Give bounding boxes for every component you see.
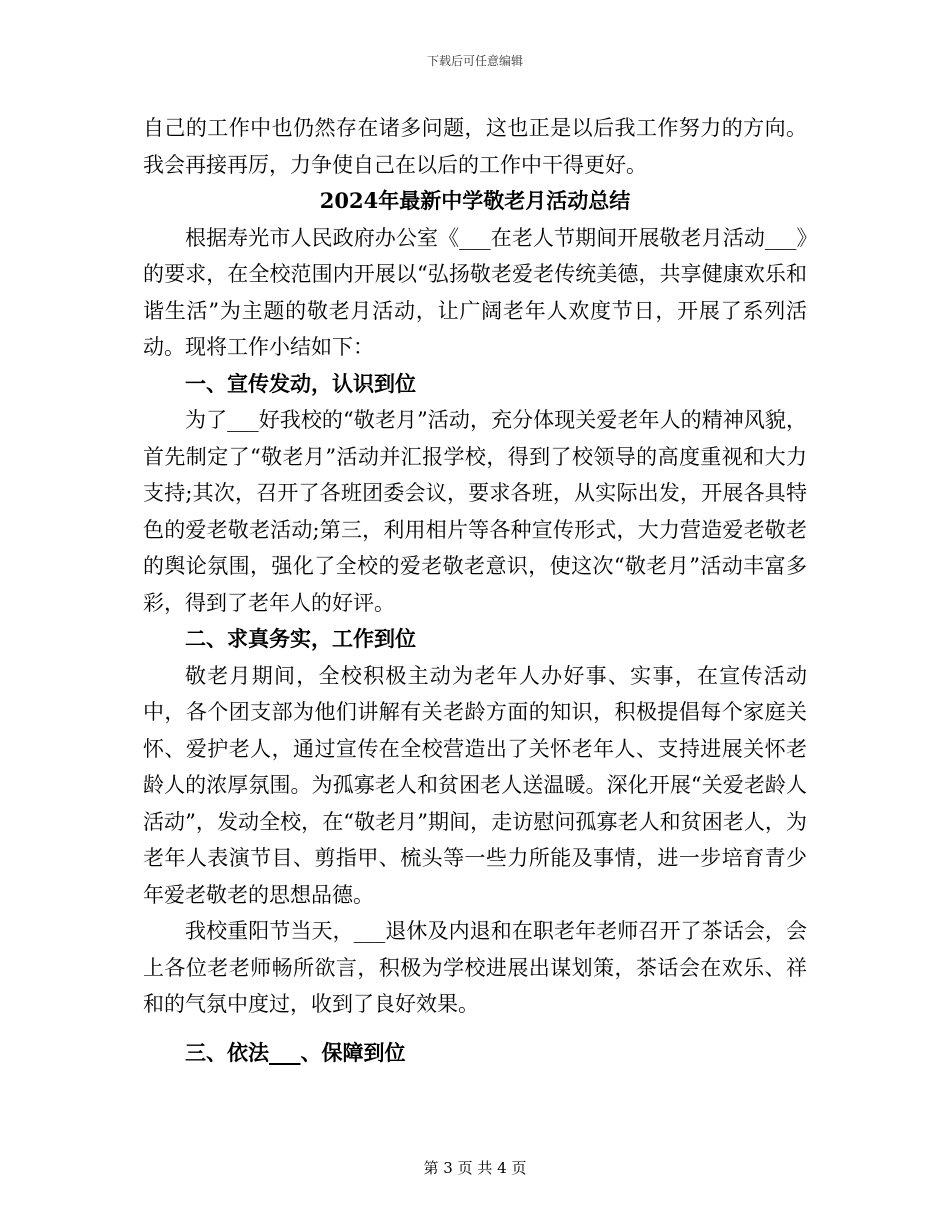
header-note: 下载后可任意编辑 bbox=[426, 54, 523, 68]
page-indicator: 第 3 页 共 4 页 bbox=[423, 1159, 527, 1177]
paragraph-3: 敬老月期间，全校积极主动为老年人办好事、实事，在宣传活动中，各个团支部为他们讲解有关老龄方面的知识，积极提倡每个家庭关怀、爱护老人，通过宣传在全校营造出了关怀老年人、支持进展关怀老龄人的浓厚氛围。为孤寡老人和贫困老人送温暖。深化开展“关爱老龄人活动”，发动全校，在“敬老月”期间，走访慰问孤寡老人和贫困老人，为老年人表演节目、剪指甲、梳头等一些力所能及事情，进一步培育青少年爱老敬老的思想品德。 bbox=[143, 663, 807, 907]
paragraph-2: 为了___好我校的“敬老月”活动，充分体现关爱老年人的精神风貌，首先制定了“敬老月”活动并汇报学校，得到了校领导的高度重视和大力支持;其次，召开了各班团委会议，要求各班，从实际出发，开展各具特色的爱老敬老活动;第三，利用相片等各种宣传形式，大力营造爱老敬老的舆论氛围，强化了全校的爱老敬老意识，使这次“敬老月”活动丰富多彩，得到了老年人的好评。 bbox=[143, 408, 807, 615]
section-2-heading: 二、求真务实，工作到位 bbox=[185, 626, 416, 651]
section-3-heading: 三、依法___、保障到位 bbox=[185, 1039, 406, 1065]
intro-paragraph: 自己的工作中也仍然存在诸多问题，这也正是以后我工作努力的方向。我会再接再厉，力争使自己在以后的工作中干得更好。 bbox=[143, 116, 807, 177]
document-body bbox=[143, 110, 807, 1071]
section-1-heading: 一、宣传发动，认识到位 bbox=[185, 370, 416, 396]
paragraph-1: 根据寿光市人民政府办公室《___在老人节期间开展敬老月活动___》的要求，在全校范围内开展以“弘扬敬老爱老传统美德，共享健康欢乐和谐生活”为主题的敬老月活动，让广阔老年人欢度节日，开展了系列活动。现将工作小结如下： bbox=[143, 225, 807, 359]
document-title: 2024年最新中学敬老月活动总结 bbox=[319, 188, 631, 213]
paragraph-4: 我校重阳节当天，___退休及内退和在职老年老师召开了茶话会，会上各位老老师畅所欲言，积极为学校进展出谋划策，茶话会在欢乐、祥和的气氛中度过，收到了良好效果。 bbox=[143, 919, 807, 1016]
